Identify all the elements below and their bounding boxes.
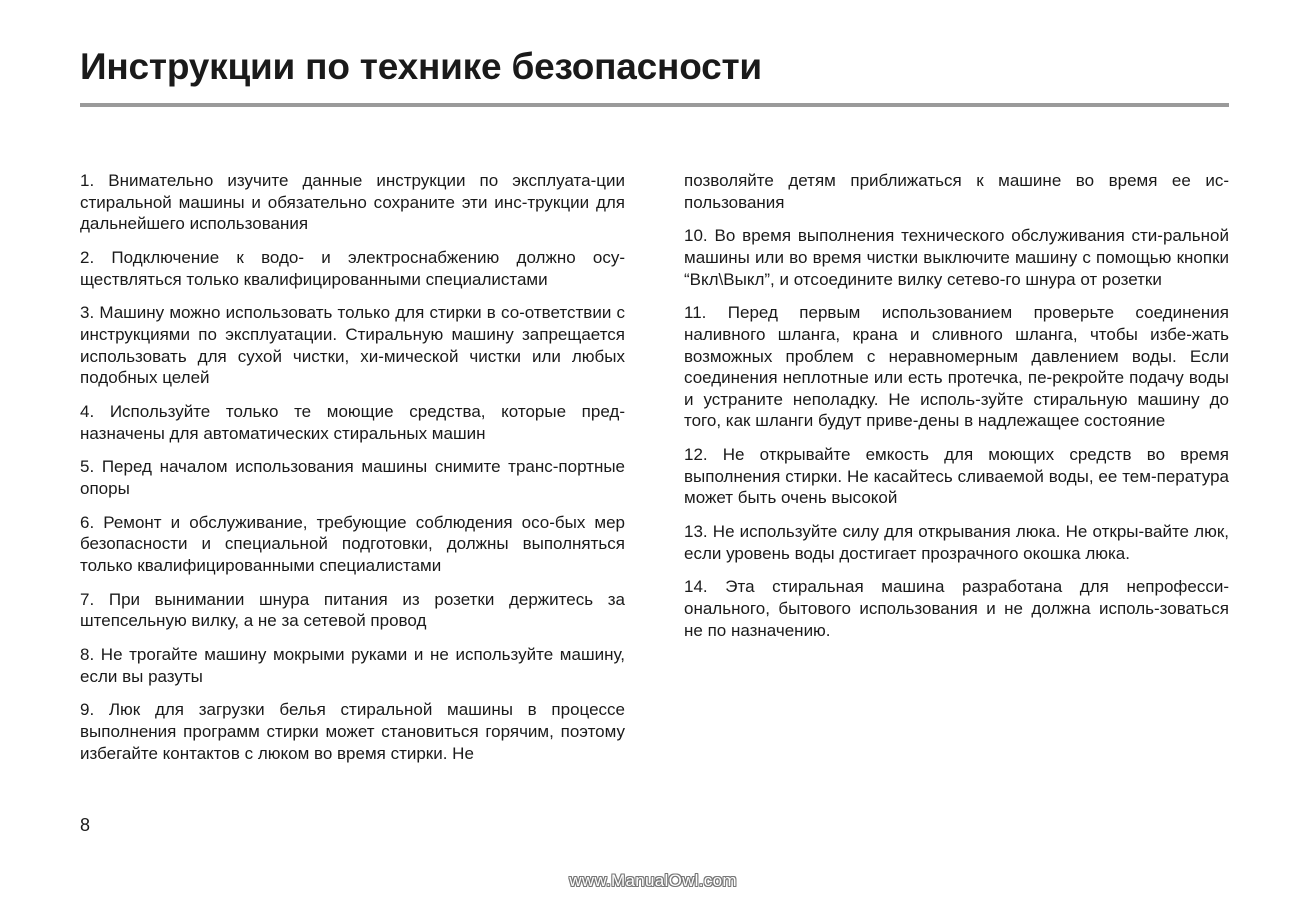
safety-item-8: 8. Не трогайте машину мокрыми руками и не используйте машину, если вы разуты <box>80 645 625 686</box>
watermark: www.ManualOwl.com <box>569 871 737 890</box>
safety-item-10: 10. Во время выполнения технического обслуживания сти-ральной машины или во время чистки выключите машину с помощью кнопки “Вкл\Выкл”, и отсоедините вилку сетево-го шнура от розетки <box>684 226 1229 289</box>
safety-item-2: 2. Подключение к водо- и электроснабжению должно осу-ществляться только квалифицированными специалистами <box>80 247 625 289</box>
page-number: 8 <box>80 815 91 835</box>
right-column <box>684 170 1229 653</box>
safety-item-4: 4. Используйте только те моющие средства, которые пред-назначены для автоматических стиральных машин <box>80 401 625 443</box>
safety-item-1: 1. Внимательно изучите данные инструкции по эксплуата-ции стиральной машины и обязательно сохраните эти инс-трукции для дальнейшего использования <box>80 171 625 234</box>
safety-item-14: 14. Эта стиральная машина разработана для непрофесси-онального, бытового использования и не должна исполь-зоваться не по назначению. <box>684 577 1229 640</box>
safety-item-7: 7. При вынимании шнура питания из розетки держитесь за штепсельную вилку, а не за сетевой провод <box>80 589 625 631</box>
left-column <box>80 170 625 776</box>
safety-item-11: 11. Перед первым использованием проверьте соединения наливного шланга, крана и сливного шланга, чтобы избе-жать возможных проблем с неравномерным давлением воды. Если соединения неплотные или есть протечка, пе-рекройте подачу воды и устраните неполадку. Не исполь-зуйте стиральную машину до того, как шланги будут приве-дены в надлежащее состояние <box>684 303 1229 431</box>
page-title: Инструкции по технике безопасности <box>80 46 762 87</box>
safety-item-6: 6. Ремонт и обслуживание, требующие соблюдения осо-бых мер безопасности и специальной подготовки, должны выполняться только квалифицированными специалистами <box>80 512 625 575</box>
safety-item-9: 9. Люк для загрузки белья стиральной машины в процессе выполнения программ стирки может становиться горячим, поэтому избегайте контактов с люком во время стирки. Не <box>80 700 625 763</box>
safety-item-3: 3. Машину можно использовать только для стирки в со-ответствии с инструкциями по эксплуатации. Стиральную машину запрещается использовать для сухой чистки, хи-мической чистки или любых подобных целей <box>80 303 625 388</box>
safety-item-9-continued: позволяйте детям приближаться к машине во время ее ис-пользования <box>684 171 1229 212</box>
safety-item-13: 13. Не используйте силу для открывания люка. Не откры-вайте люк, если уровень воды достигает прозрачного окошка люка. <box>684 522 1229 563</box>
safety-item-5: 5. Перед началом использования машины снимите транс-портные опоры <box>80 457 625 498</box>
safety-item-12: 12. Не открывайте емкость для моющих средств во время выполнения стирки. Не касайтесь сливаемой воды, ее тем-пература может быть очень высокой <box>684 445 1229 508</box>
title-divider <box>80 103 1229 107</box>
